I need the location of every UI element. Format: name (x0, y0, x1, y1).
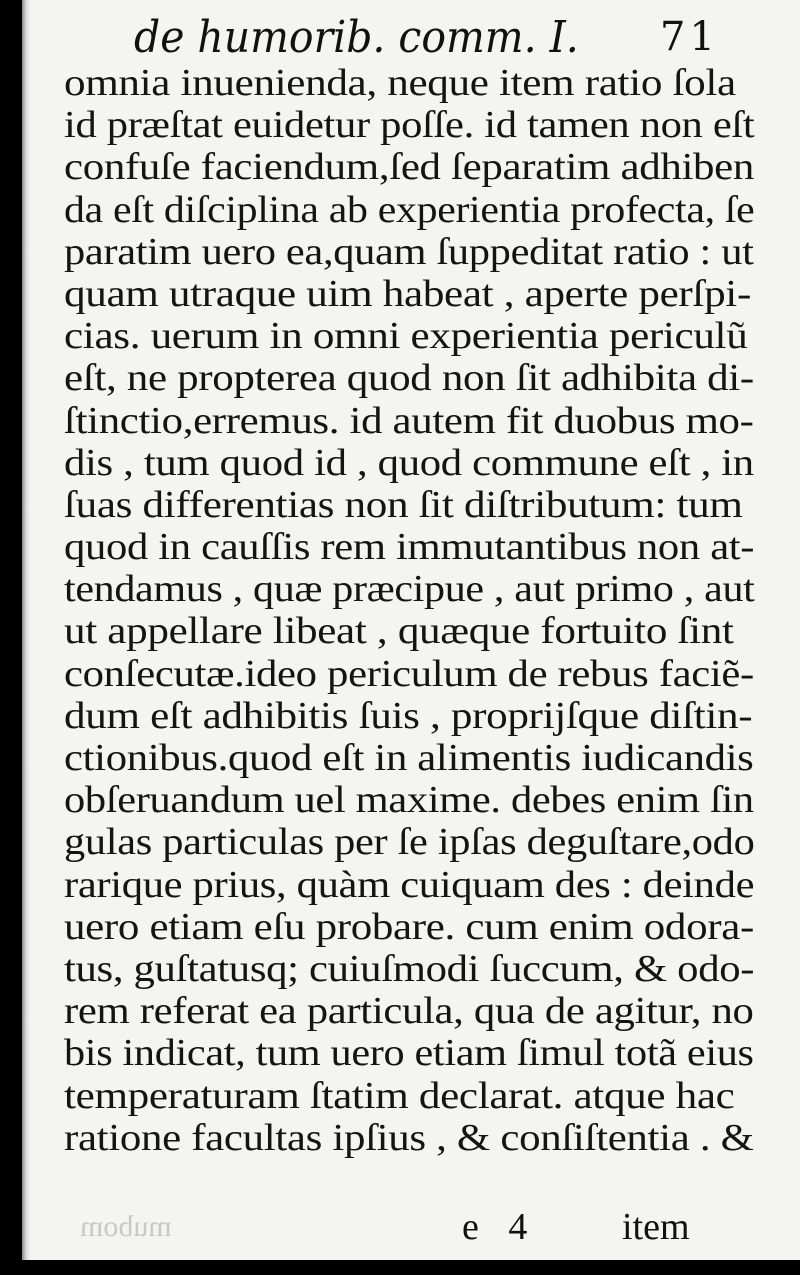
text-line: quam utraque uim habeat , aperte perſpi- (64, 272, 751, 315)
text-line: ut appellare libeat , quæque fortuito ſint (64, 610, 734, 653)
page-footer (22, 1205, 800, 1255)
text-line: ſtinctio,erremus. id autem fit duobus mo- (64, 399, 754, 442)
page-header (22, 4, 800, 64)
catchword: item (622, 1206, 690, 1248)
text-line: id præſtat euidetur poſſe. id tamen non eſt (64, 104, 755, 147)
text-line: ctionibus.quod eſt in alimentis iudicandis (64, 737, 754, 779)
running-head: de humorib. comm. I. (134, 12, 579, 63)
text-line: gulas particulas per ſe ipſas deguſtare,odo (64, 821, 755, 864)
text-line: paratim uero ea,quam ſuppeditat ratio : ut (64, 230, 754, 273)
signature-mark: e 4 (462, 1206, 538, 1248)
show-through-text: mubom (80, 1210, 172, 1243)
text-line: cias. uerum in omni experientia periculũ (64, 315, 748, 358)
text-line: dum eſt adhibitis ſuis , proprijſque diſtin- (64, 694, 753, 737)
page-number: 71 (660, 14, 719, 60)
text-line: tendamus , quæ præcipue , aut primo , aut (64, 568, 755, 611)
text-line: rem referat ea particula, qua de agitur, no (64, 990, 754, 1033)
text-line: ſuas differentias non ſit diſtributum: tum (64, 483, 743, 526)
text-line: uero etiam eſu probare. cum enim odora- (64, 905, 754, 948)
text-line: bis indicat, tum uero etiam ſimul totã eius (64, 1032, 754, 1075)
binding-gutter-shadow (22, 0, 30, 1260)
text-line: conſecutæ.ideo periculum de rebus faciẽ- (64, 652, 754, 695)
text-line: ratione facultas ipſius , & conſiſtentia . & (64, 1116, 754, 1159)
text-line: omnia inuenienda, neque item ratio ſola (64, 62, 736, 104)
text-line: tus, guſtatusq; cuiuſmodi ſuccum, & odo- (64, 947, 755, 990)
body-text (64, 62, 754, 1159)
text-line: da eſt diſciplina ab experientia profecta, ſe (64, 188, 755, 231)
text-line: eſt, ne propterea quod non ſit adhibita di- (64, 357, 754, 400)
text-line: dis , tum quod id , quod commune eſt , in (64, 441, 754, 484)
book-page (22, 0, 800, 1260)
text-line: rarique prius, quàm cuiquam des : deinde (64, 863, 755, 906)
text-line: temperaturam ſtatim declarat. atque hac (64, 1074, 735, 1117)
text-line: obſeruandum uel maxime. debes enim ſin (64, 779, 754, 822)
text-line: quod in cauſſis rem immutantibus non at- (64, 526, 755, 569)
text-line: confuſe faciendum,ſed ſeparatim adhiben (64, 146, 755, 189)
